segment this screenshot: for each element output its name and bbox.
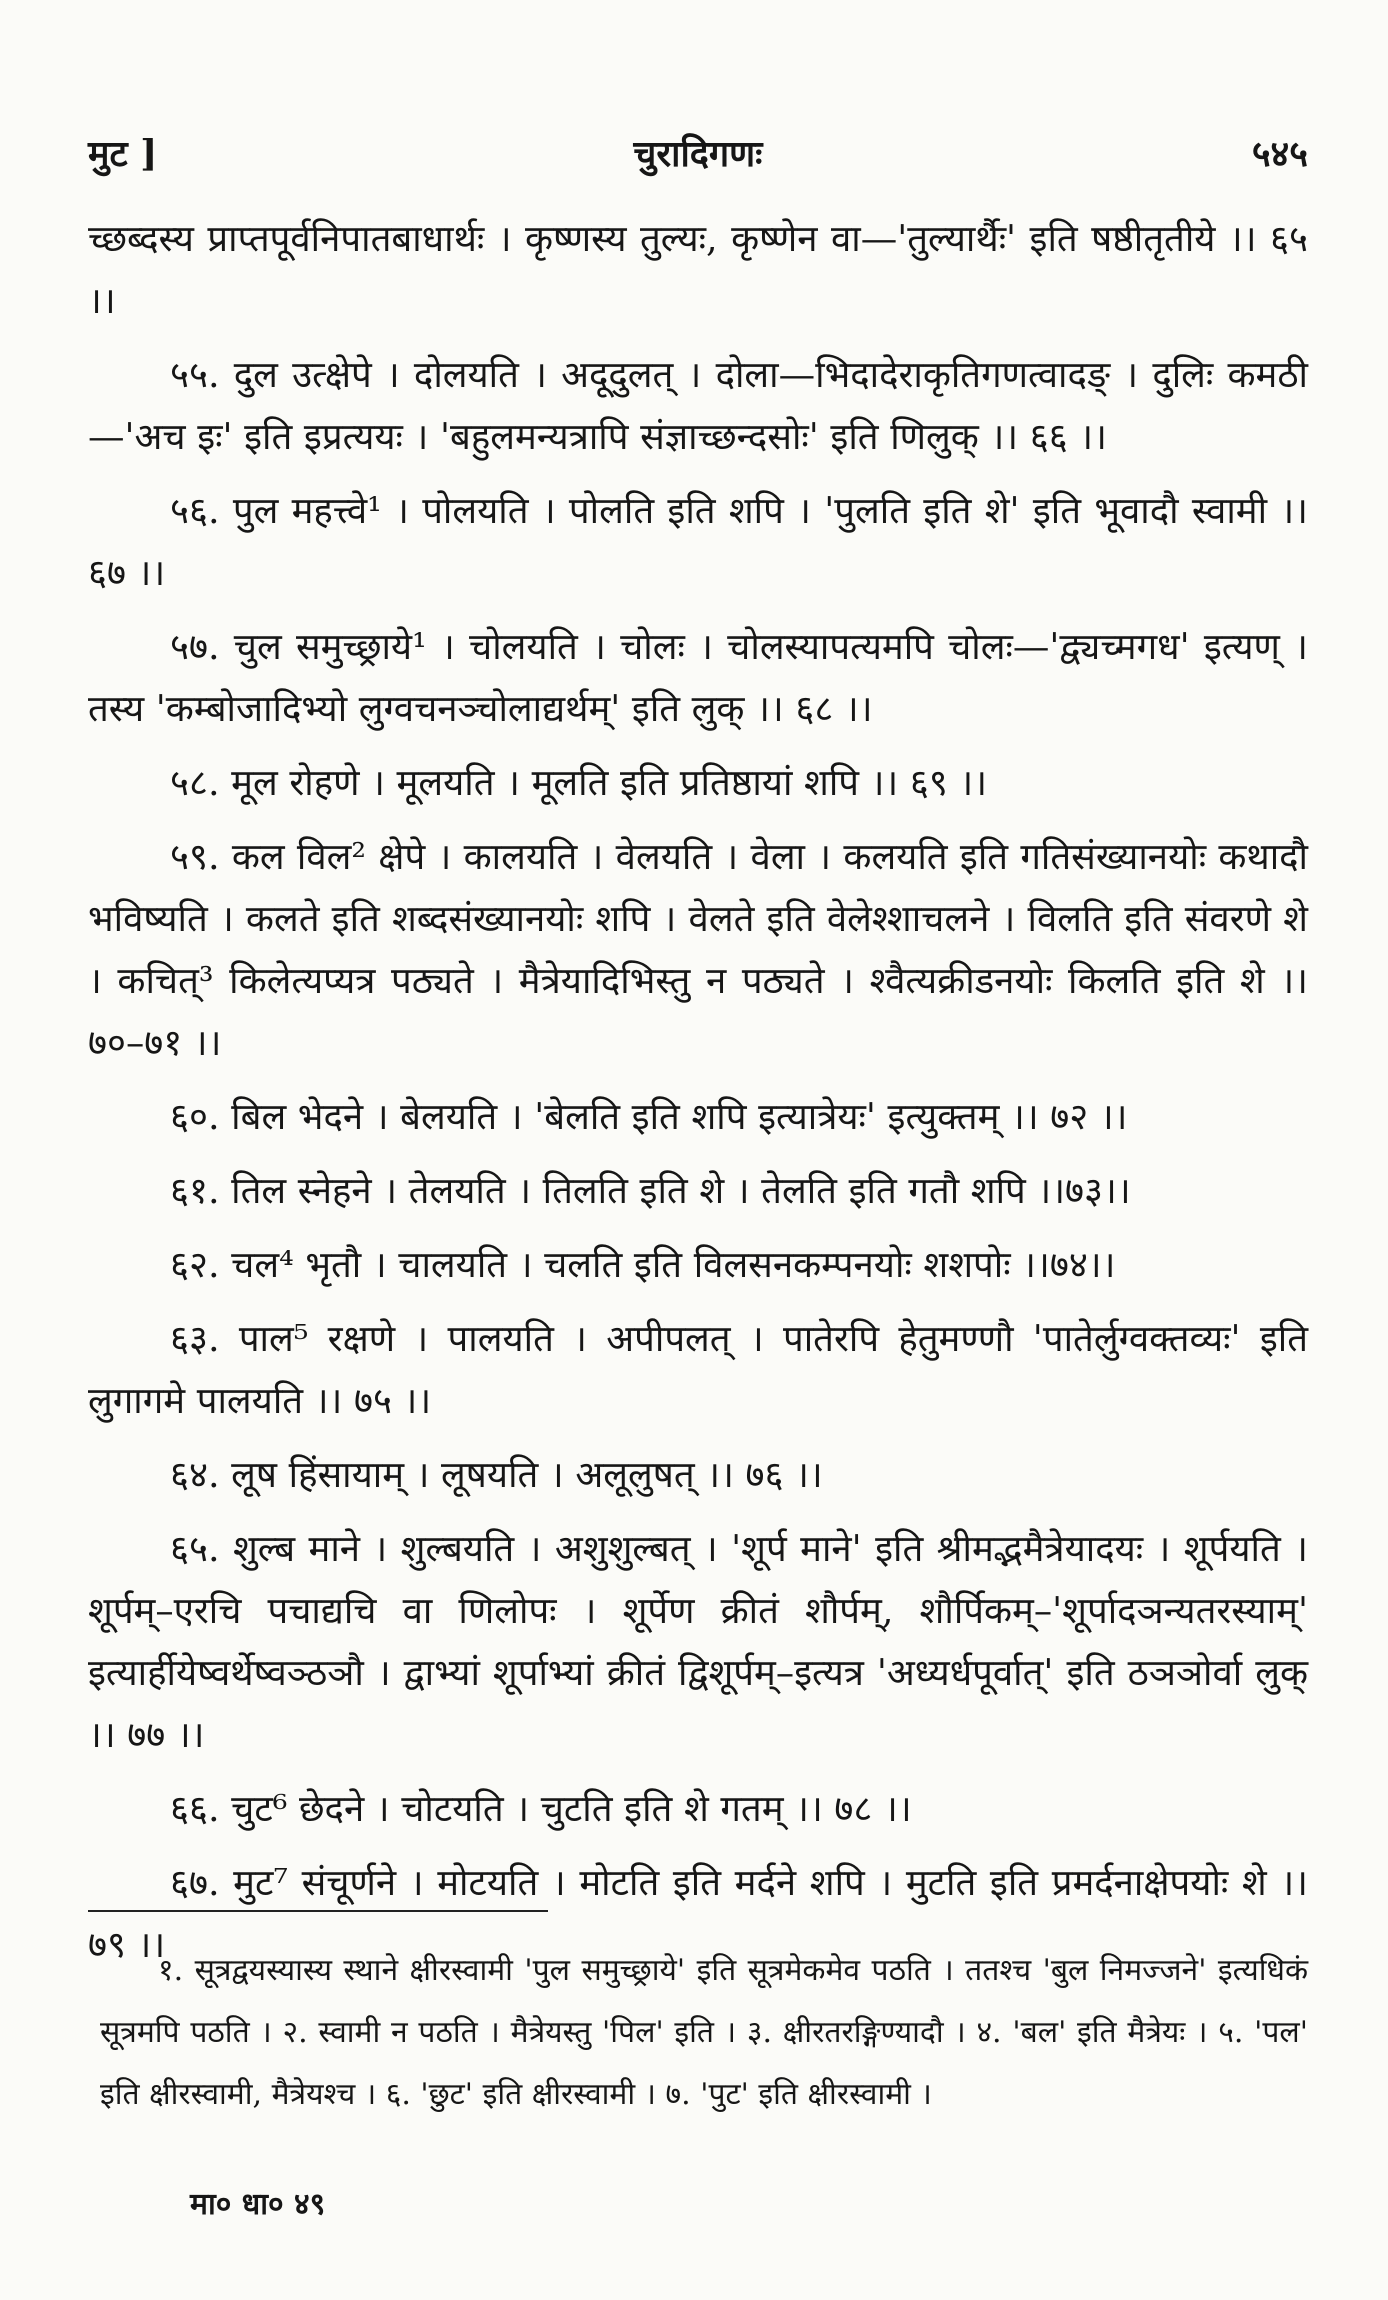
paragraph: ५६. पुल महत्त्वे¹ । पोलयति । पोलति इति शपि । 'पुलति इति शे' इति भूवादौ स्वामी ।। ६७ ।। bbox=[88, 489, 1308, 594]
footnote-divider bbox=[88, 1910, 548, 1912]
paragraph: ६७. मुट⁷ संचूर्णने । मोटयति । मोटति इति मर्दने शपि । मुटति इति प्रमर्दनाक्षेपयोः शे ।। ७९ ।। bbox=[88, 1861, 1308, 1966]
signature-mark: मा० धा० ४९ bbox=[190, 2187, 326, 2222]
paragraph: ५८. मूल रोहणे । मूलयति । मूलति इति प्रतिष्ठायां शपि ।। ६९ ।। bbox=[170, 761, 988, 804]
paragraph: ६२. चल⁴ भृतौ । चालयति । चलति इति विलसनकम्पनयोः शशपोः ।।७४।। bbox=[170, 1243, 1116, 1286]
paragraph: ५७. चुल समुच्छ्राये¹ । चोलयति । चोलः । चोलस्यापत्यमपि चोलः—'द्व्यच्मगध' इत्यण् । तस्य 'कम्बोजादिभ्यो लुग्वचनञ्चोलाद्यर्थम्' इति लुक् ।। ६८ ।। bbox=[88, 625, 1308, 730]
main-text bbox=[88, 208, 1308, 1988]
paragraph: ६६. चुट⁶ छेदने । चोटयति । चुटति इति शे गतम् ।। ७८ ।। bbox=[170, 1787, 912, 1830]
header-left: मुट ] bbox=[88, 133, 158, 175]
running-header bbox=[88, 128, 1308, 184]
paragraph: च्छब्दस्य प्राप्तपूर्वनिपातबाधार्थः । कृष्णस्य तुल्यः, कृष्णेन वा—'तुल्यार्थैः' इति षष्ठीतृतीये ।। ६५ ।। bbox=[88, 217, 1308, 322]
page-number: ५४५ bbox=[1251, 133, 1308, 175]
paragraph: ६४. लूष हिंसायाम् । लूषयति । अलूलुषत् ।। ७६ ।। bbox=[170, 1453, 823, 1496]
paragraph: ६३. पाल⁵ रक्षणे । पालयति । अपीपलत् । पातेरपि हेतुमण्णौ 'पातेर्लुग्वक्तव्यः' इति लुगागमे पालयति ।। ७५ ।। bbox=[88, 1317, 1308, 1422]
footnote-text: १. सूत्रद्वयस्यास्य स्थाने क्षीरस्वामी 'पुल समुच्छ्राये' इति सूत्रमेकमेव पठति । ततश्च 'बुल निमज्जने' इत्यधिकं सूत्रमपि पठति । २. स्वामी न पठति । मैत्रेयस्तु 'पिल' इति । ३. क्षीरतरङ्गिण्यादौ । ४. 'बल' इति मैत्रेयः । ५. 'पल' इति क्षीरस्वामी, मैत्रेयश्च । ६. 'छुट' इति क्षीरस्वामी । ७. 'पुट' इति क्षीरस्वामी । bbox=[100, 1953, 1308, 2112]
footnotes bbox=[100, 1940, 1308, 2126]
paragraph: ६५. शुल्ब माने । शुल्बयति । अशुशुल्बत् । 'शूर्प माने' इति श्रीमद्भमैत्रेयादयः । शूर्पयति । शूर्पम्–एरचि पचाद्यचि वा णिलोपः । शूर्पेण क्रीतं शौर्पम्, शौर्पिकम्–'शूर्पादञन्यतरस्याम्' इत्यार्हीयेष्वर्थेष्वञ्ठञौ । द्वाभ्यां शूर्पाभ्यां क्रीतं द्विशूर्पम्–इत्यत्र 'अध्यर्धपूर्वात्' इति ठञञोर्वा लुक् ।। ७७ ।। bbox=[88, 1527, 1308, 1756]
paragraph: ६०. बिल भेदने । बेलयति । 'बेलति इति शपि इत्यात्रेयः' इत्युक्तम् ।। ७२ ।। bbox=[170, 1095, 1128, 1138]
paragraph: ६१. तिल स्नेहने । तेलयति । तिलति इति शे । तेलति इति गतौ शपि ।।७३।। bbox=[170, 1169, 1131, 1212]
paragraph: ५९. कल विल² क्षेपे । कालयति । वेलयति । वेला । कलयति इति गतिसंख्यानयोः कथादौ भविष्यति । कलते इति शब्दसंख्यानयोः शपि । वेलते इति वेलेश्शाचलने । विलति इति संवरणे शे । कचित्³ किलेत्यप्यत्र पठ्यते । मैत्रेयादिभिस्तु न पठ्यते । श्वैत्यक्रीडनयोः किलति इति शे ।। ७०–७१ ।। bbox=[88, 835, 1308, 1064]
header-title: चुरादिगणः bbox=[633, 133, 763, 175]
paragraph: ५५. दुल उत्क्षेपे । दोलयति । अदूदुलत् । दोला—भिदादेराकृतिगणत्वादङ् । दुलिः कमठी—'अच इः' इति इप्रत्ययः । 'बहुलमन्यत्रापि संज्ञाच्छन्दसोः' इति णिलुक् ।। ६६ ।। bbox=[88, 353, 1308, 458]
